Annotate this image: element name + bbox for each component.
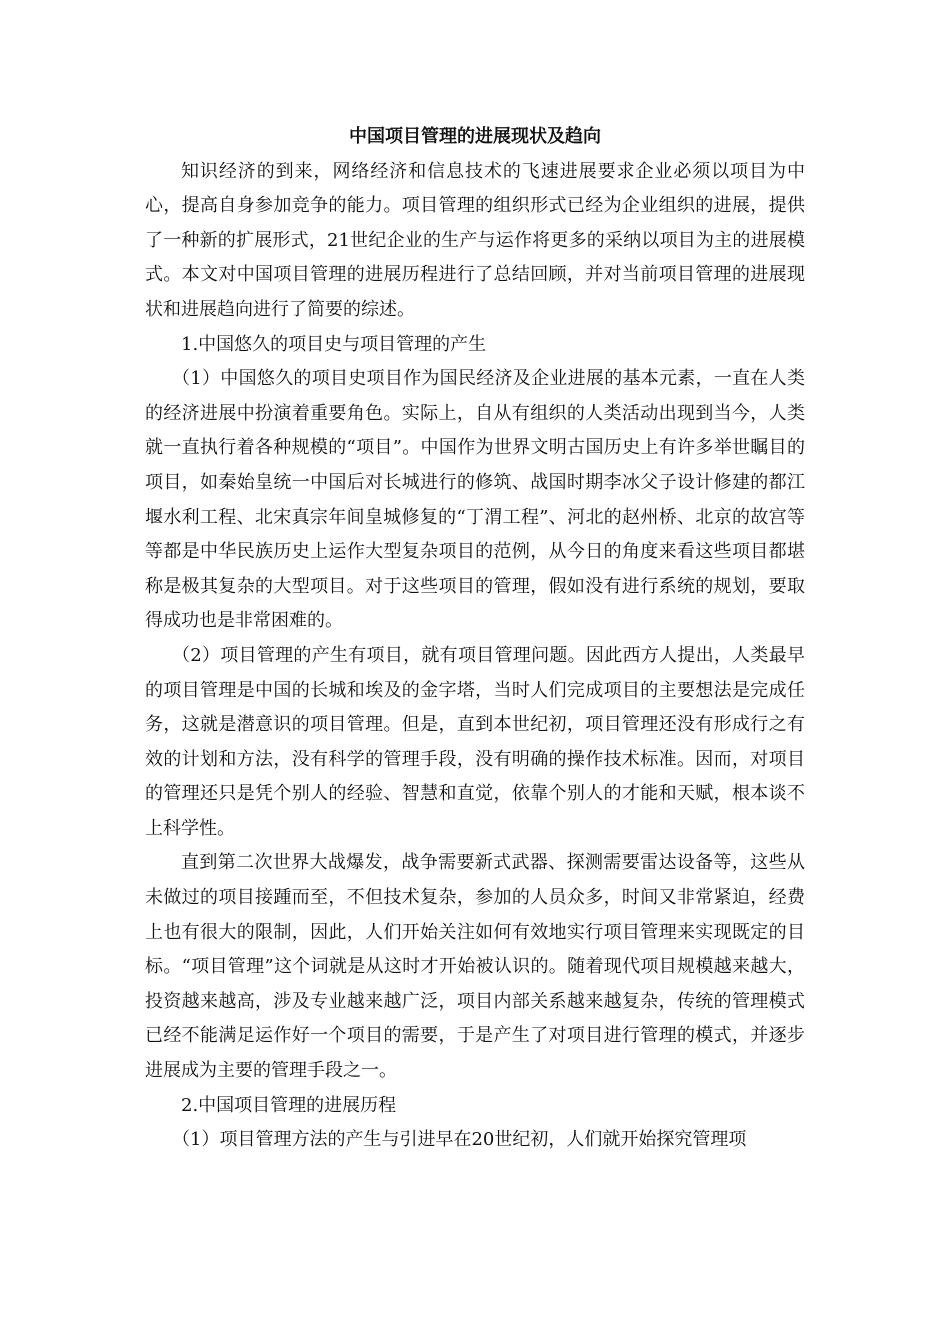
paragraph-wwii: 直到第二次世界大战爆发，战争需要新式武器、探测需要雷达设备等，这些从未做过的项目接踵而至，不但技术复杂，参加的人员众多，时间又非常紧迫，经费上也有很大的限制，因此，人们开始关注如何有效地实行项目管理来实现既定的目标。“项目管理”这个词就是从这时才开始被认识的。随着现代项目规模越来越大，投资越来越高，涉及专业越来越广泛，项目内部关系越来越复杂，传统的管理模式已经不能满足运作好一个项目的需要，于是产生了对项目进行管理的模式，并逐步进展成为主要的管理手段之一。 xyxy=(145,852,805,1082)
paragraph-project-history: （1）中国悠久的项目史项目作为国民经济及企业进展的基本元素，一直在人类的经济进展中扮演着重要角色。实际上，自从有组织的人类活动出现到当今，人类就一直执行着各种规模的“项目”。中国作为世界文明古国历史上有许多举世瞩目的项目，如秦始皇统一中国后对长城进行的修筑、战国时期李冰父子设计修建的都江堰水利工程、北宋真宗年间皇城修复的“丁渭工程”、河北的赵州桥、北京的故宫等等都是中华民族历史上运作大型复杂项目的范例，从今日的角度来看这些项目都堪称是极其复杂的大型项目。对于这些项目的管理，假如没有进行系统的规划，要取得成功也是非常困难的。 xyxy=(145,368,805,632)
section-heading-1: 1.中国悠久的项目史与项目管理的产生 xyxy=(181,333,487,355)
paragraph-methods-introduction: （1）项目管理方法的产生与引进早在20世纪初，人们就开始探究管理项 xyxy=(172,1129,747,1151)
section-heading-2: 2.中国项目管理的进展历程 xyxy=(181,1094,397,1116)
paragraph-project-management-origin: （2）项目管理的产生有项目，就有项目管理问题。因此西方人提出，人类最早的项目管理是中国的长城和埃及的金字塔，当时人们完成项目的主要想法是完成任务，这就是潜意识的项目管理。但是，直到本世纪初，项目管理还没有形成行之有效的计划和方法，没有科学的管理手段，没有明确的操作技术标准。因而，对项目的管理还只是凭个别人的经验、智慧和直觉，依靠个别人的才能和天赋，根本谈不上科学性。 xyxy=(145,644,805,839)
document-body xyxy=(145,120,805,1158)
document-title: 中国项目管理的进展现状及趋向 xyxy=(349,126,601,147)
paragraph-intro: 知识经济的到来，网络经济和信息技术的飞速进展要求企业必须以项目为中心，提高自身参加竞争的能力。项目管理的组织形式已经为企业组织的进展，提供了一种新的扩展形式，21世纪企业的生产与运作将更多的采纳以项目为主的进展模式。本文对中国项目管理的进展历程进行了总结回顾，并对当前项目管理的进展现状和进展趋向进行了简要的综述。 xyxy=(145,160,805,320)
